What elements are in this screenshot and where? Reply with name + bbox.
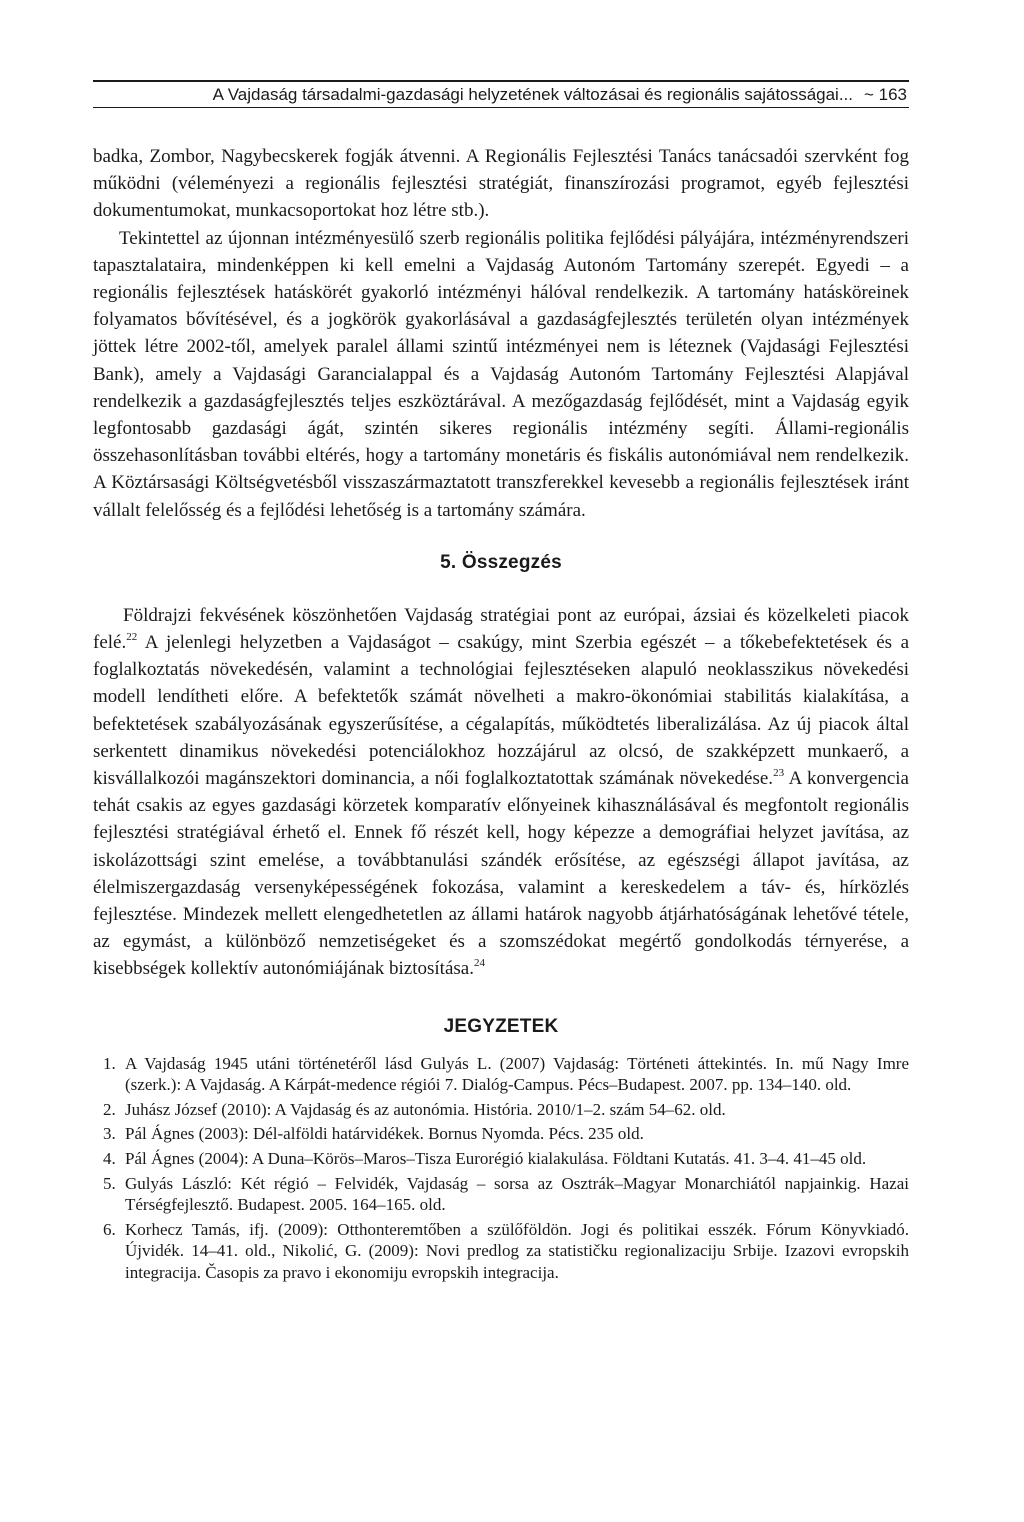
running-header — [93, 80, 909, 108]
section-heading: 5. Összegzés — [440, 551, 562, 573]
note-number: 6. — [103, 1219, 116, 1239]
note-number: 2. — [103, 1099, 116, 1119]
summary-text-c: A konvergencia tehát csakis az egyes gazdasági körzetek komparatív előnyeinek kihasználásával és megfontolt regionális fejlesztési stratégiával érhető el. Ennek fő részét kell, hogy képezze a demográfiai helyzet javítása, az iskolázottsági szint emelése, a továbbtanulási szándék erősítése, az egészségi állapot javítása, az élelmiszergazdaság versenyképességének fokozása, valamint a kereskedelem a táv- és, hírközlés fejlesztése. Mindezek mellett elengedhetetlen az állami határok nagyobb átjárhatóságának lehetővé tétele, az egymást, a különböző nemzetiségeket és a szomszédokat megértő gondolkodás térnyerése, a kisebbségek kollektív autonómiájának biztosítása. — [93, 768, 909, 980]
note-text: Pál Ágnes (2003): Dél-alföldi határvidékek. Bornus Nyomda. Pécs. 235 old. — [125, 1124, 644, 1144]
body-text — [93, 143, 909, 1287]
note-number: 4. — [103, 1149, 116, 1169]
note-item — [93, 1173, 909, 1216]
note-item — [93, 1123, 909, 1145]
notes-list — [93, 1053, 909, 1284]
note-text: Korhecz Tamás, ifj. (2009): Otthonteremtőben a szülőföldön. Jogi és politikai esszék. Fórum Könyvkiadó. Újvidék. 14–41. old., Nikolić, G. (2009): Novi predlog za statističku regionalizaciju Srbije. Izazovi evropskih integracija. Časopis za pravo i ekonomiju evropskih integracija. — [125, 1219, 909, 1283]
notes-heading: JEGYZETEK — [443, 1015, 559, 1037]
header-separator: ~ — [863, 85, 874, 104]
note-item — [93, 1219, 909, 1284]
note-number: 1. — [103, 1053, 116, 1073]
note-text: Pál Ágnes (2004): A Duna–Körös–Maros–Tisza Eurorégió kialakulása. Földtani Kutatás. 41. 3–4. 41–45 old. — [125, 1149, 867, 1169]
note-number: 5. — [103, 1173, 116, 1193]
footnote-ref-24[interactable]: 24 — [473, 957, 485, 970]
note-text: A Vajdaság 1945 utáni történetéről lásd Gulyás L. (2007) Vajdaság: Történeti áttekintés. In. mű Nagy Imre (szerk.): A Vajdaság. A Kárpát-medence régiói 7. Dialóg-Campus. Pécs–Budapest. 2007. pp. 134–140. old. — [125, 1053, 909, 1095]
paragraph-continued: badka, Zombor, Nagybecskerek fogják átvenni. A Regionális Fejlesztési Tanács tanácsadói szervként fog működni (véleményezi a regionális fejlesztési stratégiát, finanszírozási programot, egyéb fejlesztési dokumentumokat, munkacsoportokat hoz létre stb.). — [93, 146, 909, 222]
note-item — [93, 1099, 909, 1121]
page-number-value: 163 — [878, 85, 907, 104]
page-number — [864, 83, 907, 107]
paragraph-summary — [93, 602, 909, 983]
paragraph-vojvodina-role: Tekintettel az újonnan intézményesülő szerb regionális politika fejlődési pályájára, intézményrendszeri tapasztalataira, mindenképpen ki kell emelni a Vajdaság Autonóm Tartomány szerepét. Egyedi – a regionális fejlesztések hatáskörét gyakorló intézményi hálóval rendelkezik. A tartomány hatásköreinek folyamatos bővítésével, és a jogkörök gyakorlásával a gazdaságfejlesztés területén olyan intézmények jöttek létre 2002-től, amelyek paralel állami szintű intézményei nem is léteznek (Vajdasági Fejlesztési Bank), amely a Vajdasági Garancialappal és a Vajdaság Autonóm Tartomány Fejlesztési Alapjával rendelkezik a gazdaságfejlesztés teljes eszköztárával. A mezőgazdaság fejlődését, mint a Vajdaság egyik legfontosabb gazdasági ágát, szintén sikeres regionális intézmény segíti. Állami-regionális összehasonlításban további eltérés, hogy a tartomány monetáris és fiskális autonómiával nem rendelkezik. A Köztársasági Költségvetésből visszaszármaztatott transzferekkel kevesebb a regionális fejlesztések iránt vállalt felelősség és a fejlődési lehetőség is a tartomány számára. — [93, 227, 909, 521]
note-item — [93, 1053, 909, 1096]
note-text: Gulyás László: Két régió – Felvidék, Vajdaság – sorsa az Osztrák–Magyar Monarchiától napjainkig. Hazai Térségfejlesztő. Budapest. 2005. 164–165. old. — [125, 1173, 909, 1215]
running-header-title: A Vajdaság társadalmi-gazdasági helyzetének változásai és regionális sajátosságai... — [212, 85, 853, 104]
note-number: 3. — [103, 1124, 116, 1144]
footnote-ref-22[interactable]: 22 — [126, 631, 138, 644]
footnote-ref-23[interactable]: 23 — [773, 767, 785, 780]
note-text: Juhász József (2010): A Vajdaság és az autonómia. História. 2010/1–2. szám 54–62. old. — [125, 1099, 726, 1119]
summary-text-b: A jelenlegi helyzetben a Vajdaságot – csakúgy, mint Szerbia egészét – a tőkebefektetések és a foglalkoztatás növekedésén, valamint a technológiai fejlesztéseken alapuló neoklasszikus növekedési modell lendítheti előre. A befektetők számát növelheti a makro-ökonómiai stabilitás kialakítása, a befektetések szabályozásának egyszerűsítése, a cégalapítás, működtetés liberalizálása. Az új piacok által serkentett dinamikus növekedési potenciálokhoz hozzájárul az olcsó, de szakképzett munkaerő, a kisvállalkozói magánszektori dominancia, a női foglalkoztatottak számának növekedése. — [93, 632, 909, 790]
note-item — [93, 1148, 909, 1170]
summary-text-a: Földrajzi fekvésének köszönhetően Vajdaság stratégiai pont az európai, ázsiai és közelkeleti piacok felé. — [93, 604, 909, 654]
